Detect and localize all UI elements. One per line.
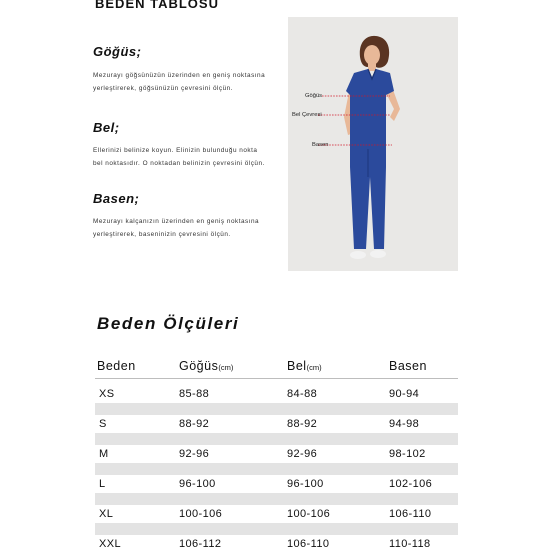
- model-neck: [368, 63, 376, 71]
- hip-instructions-line: yerleştirerek, baseninizin çevresini ölçün.: [93, 230, 231, 238]
- model-photo: [288, 17, 458, 271]
- table-cell-hip: 98-102: [389, 448, 426, 460]
- table-cell-size: XS: [99, 388, 115, 400]
- table-cell-chest: 106-112: [179, 538, 222, 550]
- chest-instructions-line: Mezurayı göğsünüzün üzerinden en geniş noktasına: [93, 72, 266, 79]
- column-header-label: Beden: [97, 359, 136, 373]
- column-header-chest: [179, 359, 233, 373]
- chest-measure-label: Göğüs: [305, 93, 323, 99]
- row-separator: [95, 433, 458, 445]
- column-header-unit: (cm): [218, 363, 234, 372]
- table-cell-size: S: [99, 418, 107, 430]
- column-header-label: Göğüs: [179, 359, 219, 373]
- hip-instructions: [93, 216, 293, 241]
- table-cell-hip: 102-106: [389, 478, 433, 490]
- table-cell-hip: 106-110: [389, 508, 432, 520]
- table-cell-chest: 96-100: [179, 478, 216, 490]
- row-separator: [95, 463, 458, 475]
- table-header-divider: [95, 378, 458, 379]
- model-face: [364, 45, 380, 65]
- table-cell-chest: 88-92: [179, 418, 210, 430]
- table-cell-size: M: [99, 448, 109, 460]
- column-header-waist: [287, 359, 322, 373]
- table-cell-chest: 100-106: [179, 508, 223, 520]
- table-cell-chest: 92-96: [179, 448, 210, 460]
- waist-measure-label: Bel Çevresi: [292, 112, 322, 118]
- chest-heading: Göğüs;: [93, 44, 142, 59]
- column-header-label: Basen: [389, 359, 427, 373]
- column-header-label: Bel: [287, 359, 307, 373]
- page-title: BEDEN TABLOSU: [95, 0, 219, 11]
- table-cell-hip: 110-118: [389, 538, 431, 550]
- waist-instructions-line: Ellerinizi belinize koyun. Elinizin bulunduğu nokta: [93, 147, 258, 154]
- table-cell-size: L: [99, 478, 106, 490]
- model-scrub-top: [346, 69, 394, 145]
- chest-instructions-line: yerleştirerek, göğsünüzün çevresini ölçün.: [93, 84, 233, 92]
- table-cell-waist: 96-100: [287, 478, 324, 490]
- column-header-unit: (cm): [306, 363, 322, 372]
- hip-heading: Basen;: [93, 191, 140, 206]
- waist-instructions: [93, 145, 293, 170]
- table-cell-hip: 90-94: [389, 388, 420, 400]
- row-separator: [95, 493, 458, 505]
- row-separator: [95, 523, 458, 535]
- table-cell-waist: 88-92: [287, 418, 318, 430]
- table-cell-chest: 85-88: [179, 388, 210, 400]
- table-cell-hip: 94-98: [389, 418, 420, 430]
- size-table-title: Beden Ölçüleri: [97, 314, 240, 333]
- table-cell-size: XL: [99, 508, 114, 520]
- row-separator: [95, 403, 458, 415]
- column-header-size: [97, 359, 136, 373]
- table-cell-waist: 84-88: [287, 388, 318, 400]
- model-left-shoe: [350, 251, 366, 259]
- table-cell-waist: 100-106: [287, 508, 331, 520]
- chest-instructions: [93, 70, 293, 95]
- table-cell-size: XXL: [99, 538, 121, 550]
- column-header-hip: [389, 359, 427, 373]
- hip-measure-label: Basen: [312, 142, 329, 148]
- waist-instructions-line: bel noktasıdır. O noktadan belinizin çevresini ölçün.: [93, 159, 265, 167]
- hip-instructions-line: Mezurayı kalçanızın üzerinden en geniş noktasına: [93, 218, 260, 225]
- table-cell-waist: 106-110: [287, 538, 330, 550]
- table-cell-waist: 92-96: [287, 448, 318, 460]
- waist-heading: Bel;: [93, 120, 120, 135]
- model-right-shoe: [370, 250, 386, 258]
